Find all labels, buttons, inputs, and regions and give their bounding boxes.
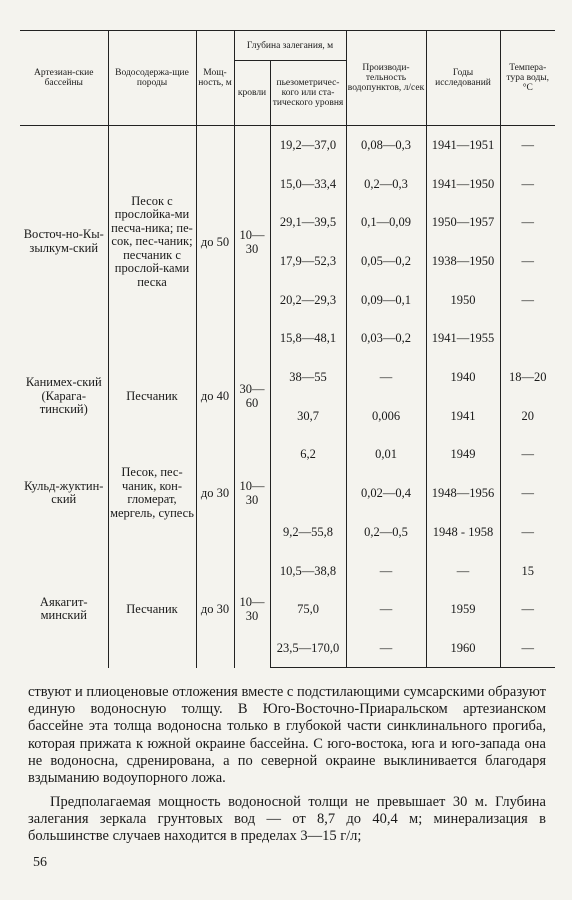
header-rocks: Водосодержа-щие породы xyxy=(108,31,196,126)
years-cell: 1950 xyxy=(426,280,500,319)
piezo-cell: 38—55 xyxy=(270,358,346,397)
temperature-cell: — xyxy=(500,474,555,513)
productivity-cell: 0,2—0,3 xyxy=(346,164,426,203)
productivity-cell: 0,09—0,1 xyxy=(346,280,426,319)
piezo-cell: 9,2—55,8 xyxy=(270,513,346,552)
thickness-cell: до 40 xyxy=(196,358,234,435)
years-cell: 1948 - 1958 xyxy=(426,513,500,552)
header-temperature: Темпера-тура воды, °С xyxy=(500,31,555,126)
rocks-cell: Песчаник xyxy=(108,551,196,667)
header-basin: Артезиан-ские бассейны xyxy=(20,31,108,126)
productivity-cell: 0,05—0,2 xyxy=(346,242,426,281)
piezo-cell: 10,5—38,8 xyxy=(270,551,346,590)
productivity-cell: 0,006 xyxy=(346,396,426,435)
paragraph-1: ствуют и плиоценовые отложения вместе с подстилающими сумсарскими образуют единую водоносную толщу. В Юго-Восточно-Приаральском артезианском бассейне эта толща водоносна только в глубокой части синклинального прогиба, которая прижата к южной окраине бассейна. С юго-востока, юга и юго-запада она не водоносна, сдренирована, а по северной окраине выклинивается благодаря вздыманию водоупорного ложа. xyxy=(28,684,546,787)
productivity-cell: — xyxy=(346,590,426,629)
piezo-cell: 23,5—170,0 xyxy=(270,629,346,668)
rocks-cell: Песок, пес-чаник, кон-гломерат, мергель, супесь xyxy=(108,435,196,551)
productivity-cell: — xyxy=(346,358,426,397)
productivity-cell: 0,01 xyxy=(346,435,426,474)
header-roof: кровли xyxy=(234,61,270,126)
piezo-cell xyxy=(270,474,346,513)
piezo-cell: 19,2—37,0 xyxy=(270,126,346,165)
temperature-cell: — xyxy=(500,164,555,203)
productivity-cell: 0,02—0,4 xyxy=(346,474,426,513)
rocks-cell: Песчаник xyxy=(108,358,196,435)
roof-cell: 10—30 xyxy=(234,435,270,551)
roof-cell: 10—30 xyxy=(234,551,270,667)
years-cell: 1941—1950 xyxy=(426,164,500,203)
temperature-cell: 18—20 xyxy=(500,358,555,397)
years-cell: 1940 xyxy=(426,358,500,397)
temperature-cell xyxy=(500,319,555,358)
years-cell: 1959 xyxy=(426,590,500,629)
years-cell: 1941 xyxy=(426,396,500,435)
years-cell: 1941—1955 xyxy=(426,319,500,358)
years-cell: 1950—1957 xyxy=(426,203,500,242)
years-cell: 1949 xyxy=(426,435,500,474)
piezo-cell: 15,0—33,4 xyxy=(270,164,346,203)
header-depth-group: Глубина залегания, м xyxy=(234,31,346,61)
roof-cell: 30—60 xyxy=(234,358,270,435)
temperature-cell: — xyxy=(500,513,555,552)
temperature-cell: — xyxy=(500,126,555,165)
thickness-cell: до 30 xyxy=(196,551,234,667)
piezo-cell: 17,9—52,3 xyxy=(270,242,346,281)
roof-cell: 10—30 xyxy=(234,126,270,358)
basin-cell: Кульд-жуктин-ский xyxy=(20,435,108,551)
temperature-cell: 20 xyxy=(500,396,555,435)
header-thickness: Мощ-ность, м xyxy=(196,31,234,126)
temperature-cell: — xyxy=(500,242,555,281)
years-cell: 1938—1950 xyxy=(426,242,500,281)
header-productivity: Производи-тельность водопунктов, л/сек xyxy=(346,31,426,126)
thickness-cell: до 30 xyxy=(196,435,234,551)
temperature-cell: — xyxy=(500,203,555,242)
piezo-cell: 30,7 xyxy=(270,396,346,435)
years-cell: — xyxy=(426,551,500,590)
temperature-cell: — xyxy=(500,435,555,474)
temperature-cell: — xyxy=(500,629,555,668)
piezo-cell: 6,2 xyxy=(270,435,346,474)
table-row xyxy=(20,435,555,474)
table-row xyxy=(20,126,555,165)
productivity-cell: — xyxy=(346,551,426,590)
productivity-cell: 0,1—0,09 xyxy=(346,203,426,242)
header-piezo: пьезометричес-кого или ста-тического уровня xyxy=(270,61,346,126)
temperature-cell: — xyxy=(500,280,555,319)
basin-cell: Канимех-ский (Карага-тинский) xyxy=(20,358,108,435)
table-body xyxy=(20,126,555,668)
productivity-cell: 0,2—0,5 xyxy=(346,513,426,552)
paragraph-2: Предполагаемая мощность водоносной толщи не превышает 30 м. Глубина залегания зеркала грунтовых вод — от 8,7 до 40,4 м; минерализация в большинстве случаев находится в пределах 3—15 г/л; xyxy=(28,794,546,845)
page-number: 56 xyxy=(33,855,47,870)
piezo-cell: 75,0 xyxy=(270,590,346,629)
table-row xyxy=(20,551,555,590)
table-row xyxy=(20,358,555,397)
productivity-cell: 0,03—0,2 xyxy=(346,319,426,358)
header-years: Годы исследований xyxy=(426,31,500,126)
temperature-cell: — xyxy=(500,590,555,629)
groundwater-table xyxy=(20,30,555,668)
basin-cell: Восточ-но-Кы-зылкум-ский xyxy=(20,126,108,358)
productivity-cell: 0,08—0,3 xyxy=(346,126,426,165)
rocks-cell: Песок с прослойка-ми песча-ника; пе-сок, пес-чаник; песчаник с прослой-ками песка xyxy=(108,126,196,358)
piezo-cell: 15,8—48,1 xyxy=(270,319,346,358)
years-cell: 1960 xyxy=(426,629,500,668)
piezo-cell: 20,2—29,3 xyxy=(270,280,346,319)
years-cell: 1941—1951 xyxy=(426,126,500,165)
thickness-cell: до 50 xyxy=(196,126,234,358)
piezo-cell: 29,1—39,5 xyxy=(270,203,346,242)
temperature-cell: 15 xyxy=(500,551,555,590)
productivity-cell: — xyxy=(346,629,426,668)
basin-cell: Аякагит-минский xyxy=(20,551,108,667)
years-cell: 1948—1956 xyxy=(426,474,500,513)
